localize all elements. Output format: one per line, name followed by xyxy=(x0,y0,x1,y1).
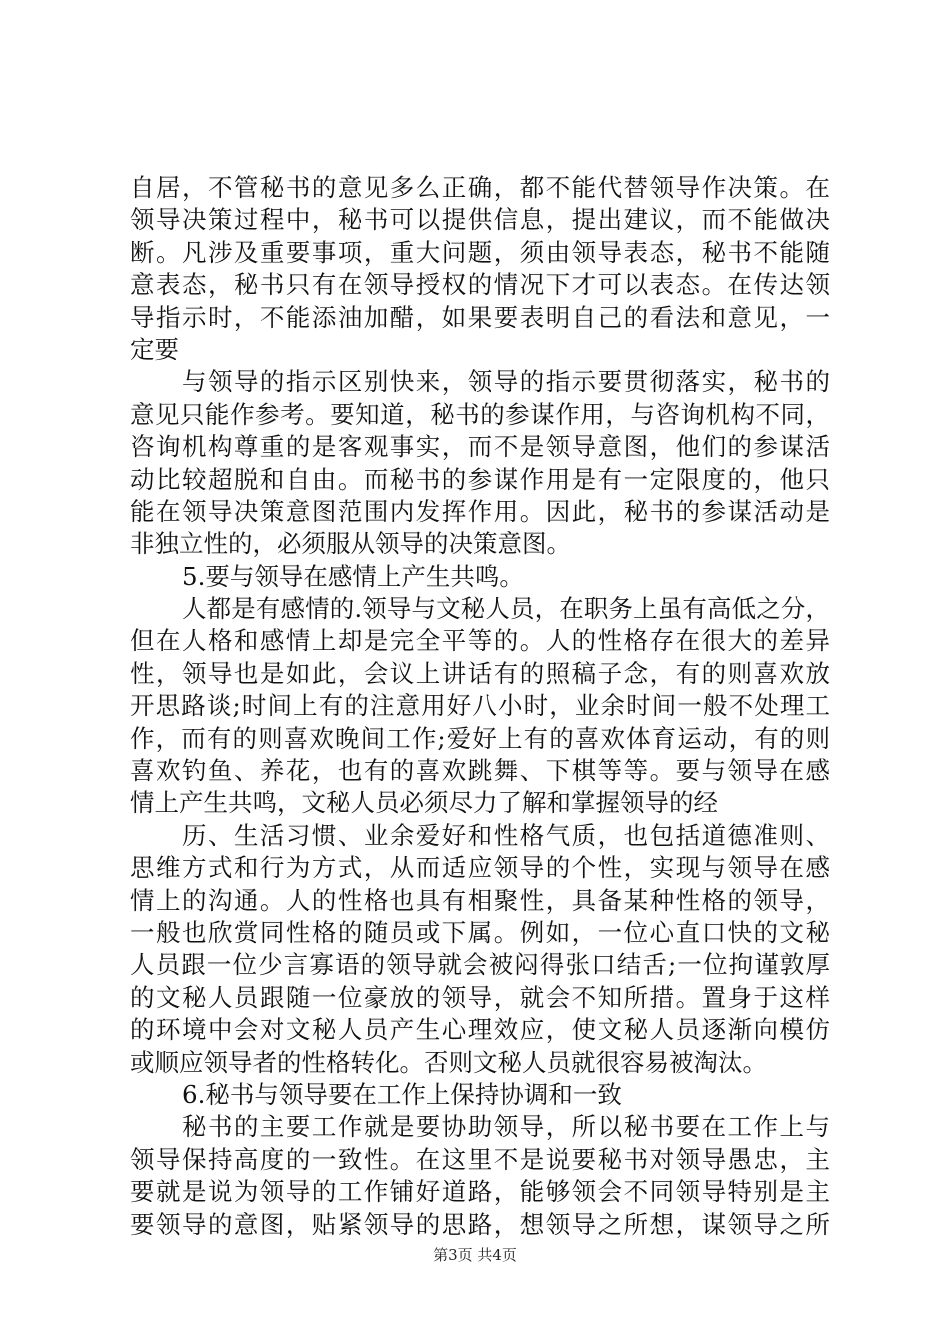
text-line: 思维方式和行为方式，从而适应领导的个性，实现与领导在感 xyxy=(130,853,830,883)
document-body xyxy=(130,172,830,1241)
page-footer xyxy=(0,1245,950,1265)
text-line: 定要 xyxy=(130,334,179,364)
text-line: 断。凡涉及重要事项，重大问题，须由领导表态，秘书不能随 xyxy=(130,237,830,267)
text-line: 人都是有感情的.领导与文秘人员，在职务上虽有高低之分， xyxy=(182,594,830,624)
text-line: 意见只能作参考。要知道，秘书的参谋作用，与咨询机构不同， xyxy=(130,399,830,429)
text-line: 情上产生共鸣，文秘人员必须尽力了解和掌握领导的经 xyxy=(130,788,718,818)
text-line: 喜欢钓鱼、养花，也有的喜欢跳舞、下棋等等。要与领导在感 xyxy=(130,756,830,786)
text-line: 咨询机构尊重的是客观事实，而不是领导意图，他们的参谋活 xyxy=(130,432,830,462)
text-line: 秘书的主要工作就是要协助领导，所以秘书要在工作上与 xyxy=(182,1112,830,1142)
section-heading: 6.秘书与领导要在工作上保持协调和一致 xyxy=(182,1079,622,1109)
text-line: 能在领导决策意图范围内发挥作用。因此，秘书的参谋活动是 xyxy=(130,496,830,526)
text-line: 自居，不管秘书的意见多么正确，都不能代替领导作决策。在 xyxy=(130,173,830,202)
text-line: 作，而有的则喜欢晚间工作;爱好上有的喜欢体育运动，有的则 xyxy=(130,723,830,753)
text-line: 要领导的意图，贴紧领导的思路，想领导之所想，谋领导之所 xyxy=(130,1209,830,1239)
text-line: 领导决策过程中，秘书可以提供信息，提出建议，而不能做决 xyxy=(130,205,830,235)
text-line: 人员跟一位少言寡语的领导就会被闷得张口结舌;一位拘谨敦厚 xyxy=(130,950,830,980)
text-line: 动比较超脱和自由。而秘书的参谋作用是有一定限度的，他只 xyxy=(130,464,830,494)
page-number-label: 第3页 共4页 xyxy=(433,1246,517,1264)
text-line: 开思路谈;时间上有的注意用好八小时，业余时间一般不处理工 xyxy=(130,691,830,721)
text-line: 与领导的指示区别快来，领导的指示要贯彻落实，秘书的 xyxy=(182,367,830,397)
text-line: 领导保持高度的一致性。在这里不是说要秘书对领导愚忠，主 xyxy=(130,1144,830,1174)
text-line: 历、生活习惯、业余爱好和性格气质，也包括道德准则、 xyxy=(182,820,830,850)
text-line: 一般也欣赏同性格的随员或下属。例如，一位心直口快的文秘 xyxy=(130,917,830,947)
text-line: 性，领导也是如此，会议上讲话有的照稿子念，有的则喜欢放 xyxy=(130,658,830,688)
text-line: 的环境中会对文秘人员产生心理效应，使文秘人员逐渐向模仿 xyxy=(130,1015,830,1045)
text-line: 意表态，秘书只有在领导授权的情况下才可以表态。在传达领 xyxy=(130,270,830,300)
text-line: 的文秘人员跟随一位豪放的领导，就会不知所措。置身于这样 xyxy=(130,982,830,1012)
text-line: 或顺应领导者的性格转化。否则文秘人员就很容易被淘汰。 xyxy=(130,1047,767,1077)
section-heading: 5.要与领导在感情上产生共鸣。 xyxy=(182,561,524,591)
text-line: 导指示时，不能添油加醋，如果要表明自己的看法和意见，一 xyxy=(130,302,830,332)
text-line: 要就是说为领导的工作铺好道路，能够领会不同领导特别是主 xyxy=(130,1177,830,1207)
text-line: 但在人格和感情上却是完全平等的。人的性格存在很大的差异 xyxy=(130,626,830,656)
text-line: 情上的沟通。人的性格也具有相聚性，具备某种性格的领导， xyxy=(130,885,830,915)
text-line: 非独立性的，必须服从领导的决策意图。 xyxy=(130,529,571,559)
